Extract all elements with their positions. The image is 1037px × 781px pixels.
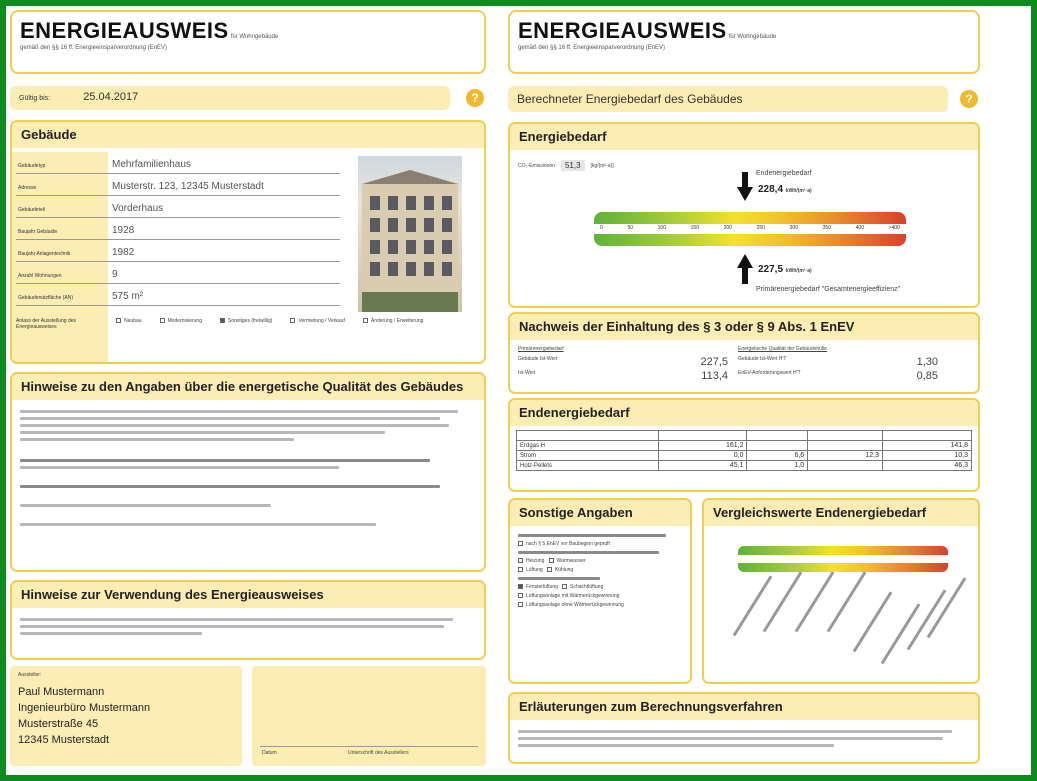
building-row: Baujahr Gebäude 1928	[16, 218, 340, 240]
end-energy-arrow-icon	[737, 187, 753, 201]
page-one	[8, 6, 488, 775]
co2-label: CO₂-Emissionen	[518, 162, 555, 169]
checkbox-icon	[549, 558, 554, 563]
other-info-section	[508, 498, 692, 684]
help-icon[interactable]: ?	[960, 90, 978, 108]
title-box	[10, 10, 486, 74]
building-row: Adresse Musterstr. 123, 12345 Musterstadt	[16, 174, 340, 196]
checkbox-icon	[547, 567, 552, 572]
help-icon[interactable]: ?	[466, 89, 484, 107]
signature-box	[252, 666, 486, 766]
other-info-body	[510, 526, 690, 617]
energy-demand-section	[508, 122, 980, 308]
page-two	[508, 6, 986, 775]
arrow-stem	[742, 172, 748, 188]
document-subtitle: gemäß den §§ 16 ff. Energieeinsparverordnung (EnEV)	[20, 45, 167, 51]
hints-section	[10, 372, 486, 572]
other-option[interactable]: Lüftung Kühlung	[518, 567, 682, 573]
table-row: Strom 0,0 6,6 12,3 10,3	[517, 451, 972, 461]
end-energy-section	[508, 398, 980, 492]
usage-header: Hinweise zur Verwendung des Energieausweises	[12, 582, 484, 608]
checkbox-icon	[290, 318, 295, 323]
calculation-header: Erläuterungen zum Berechnungsverfahren	[510, 694, 978, 720]
energy-scale	[594, 212, 906, 246]
checkbox-icon	[518, 567, 523, 572]
building-header: Gebäude	[12, 122, 484, 148]
co2-unit: [kg/(m²·a)]	[590, 162, 614, 169]
primary-compliance: Primärenergiebedarf Gebäude Ist-Wert 227,5 Ist-Wert 113,4	[518, 346, 728, 382]
checkbox-icon	[160, 318, 165, 323]
co2-value: 51,3	[561, 160, 585, 171]
checkbox-checked-icon	[518, 584, 523, 589]
checkbox-icon	[518, 593, 523, 598]
issuer-name: Paul Mustermann	[18, 686, 105, 698]
building-row: Gebäudetyp Mehrfamilienhaus	[16, 152, 340, 174]
scale-ticks: 0 50 100 150 200 250 300 350 400 >400	[600, 225, 900, 231]
reason-option[interactable]: Sonstiges (freiwillig)	[220, 318, 272, 324]
checkbox-icon	[116, 318, 121, 323]
table-row: Holz-Pellets 45,1 1,0 46,3	[517, 461, 972, 471]
issuer-city: 12345 Musterstadt	[18, 734, 110, 746]
hints-text	[12, 400, 484, 536]
issuer-company: Ingenieurbüro Mustermann	[18, 702, 151, 714]
building-row: Gebäudenutzfläche (AN) 575 m²	[16, 284, 340, 306]
end-energy-value: 228,4 kWh/(m²·a)	[758, 184, 812, 195]
other-option[interactable]: Lüftungsanlage mit Wärmerückgewinnung	[518, 593, 682, 599]
compliance-section	[508, 312, 980, 394]
checkbox-icon	[518, 541, 523, 546]
hints-header: Hinweise zu den Angaben über die energetische Qualität des Gebäudes	[12, 374, 484, 400]
document-title: ENERGIEAUSWEIS für Wohngebäude	[20, 18, 279, 43]
document-subtitle: gemäß den §§ 16 ff. Energieeinsparverordnung (EnEV)	[518, 45, 665, 51]
other-option[interactable]: Heizung Warmwasser	[518, 558, 682, 564]
reason-option[interactable]: Modernisierung	[160, 318, 202, 324]
issuer-label: Aussteller:	[18, 672, 42, 678]
document-frame	[6, 6, 1031, 775]
end-energy-table	[516, 430, 972, 471]
building-rows	[16, 152, 340, 306]
primary-energy-label: Primärenergiebedarf "Gesamtenergieeffizienz"	[756, 286, 901, 293]
title-box	[508, 10, 980, 74]
co2-row	[518, 160, 614, 171]
checkbox-icon	[518, 602, 523, 607]
table-row: Erdgas H 161,2 141,8	[517, 441, 972, 451]
reason-option[interactable]: Vermietung / Verkauf	[290, 318, 344, 324]
validity-bar	[10, 86, 450, 110]
envelope-compliance: Energetische Qualität der Gebäudehülle Gebäude Ist-Wert H'T 1,30 EnEV-Anforderungswert H'T 0,85	[738, 346, 938, 382]
usage-text	[12, 608, 484, 645]
comparison-section	[702, 498, 980, 684]
energy-demand-header: Energiebedarf	[510, 124, 978, 150]
issuer-street: Musterstraße 45	[18, 718, 99, 730]
building-row: Gebäudeteil Vorderhaus	[16, 196, 340, 218]
primary-energy-arrow-icon	[737, 254, 753, 268]
checkbox-checked-icon	[220, 318, 225, 323]
usage-section	[10, 580, 486, 660]
primary-energy-value: 227,5 kWh/(m²·a)	[758, 264, 812, 275]
reason-options	[116, 318, 476, 324]
reason-option[interactable]: Neubau	[116, 318, 142, 324]
arrow-stem	[742, 268, 748, 284]
document-title: ENERGIEAUSWEIS für Wohngebäude	[518, 18, 777, 43]
other-option[interactable]: nach § 5 EnEV vor Baubeginn geprüft	[518, 541, 682, 547]
section-bar: Berechneter Energiebedarf des Gebäudes	[508, 86, 948, 112]
building-section	[10, 120, 486, 364]
building-row: Baujahr Anlagentechnik 1982	[16, 240, 340, 262]
date-label: Datum	[262, 750, 277, 756]
calculation-text	[510, 720, 978, 757]
compliance-header: Nachweis der Einhaltung des § 3 oder § 9 Abs. 1 EnEV	[510, 314, 978, 340]
other-option[interactable]: Lüftungsanlage ohne Wärmerückgewinnung	[518, 602, 682, 608]
validity-date: 25.04.2017	[83, 91, 139, 103]
other-option[interactable]: Fensterlüftung Schachtlüftung	[518, 584, 682, 590]
building-row: Anzahl Wohnungen 9	[16, 262, 340, 284]
end-energy-header: Endenergiebedarf	[510, 400, 978, 426]
reason-label: Anlass der Ausstellung des Energieausweises	[16, 318, 77, 330]
issuer-box	[10, 666, 242, 766]
building-illustration	[358, 156, 462, 312]
comparison-header: Vergleichswerte Endenergiebedarf	[704, 500, 978, 526]
end-energy-label: Endenergiebedarf	[756, 170, 812, 177]
reason-option[interactable]: Änderung / Erweiterung	[363, 318, 424, 324]
comparison-labels	[704, 500, 980, 684]
other-info-header: Sonstige Angaben	[510, 500, 690, 526]
validity-label: Gültig bis:	[19, 95, 51, 102]
calculation-section	[508, 692, 980, 764]
building-photo	[358, 156, 462, 312]
checkbox-icon	[518, 558, 523, 563]
checkbox-icon	[363, 318, 368, 323]
checkbox-icon	[562, 584, 567, 589]
signature-label: Unterschrift des Ausstellers	[348, 750, 409, 756]
